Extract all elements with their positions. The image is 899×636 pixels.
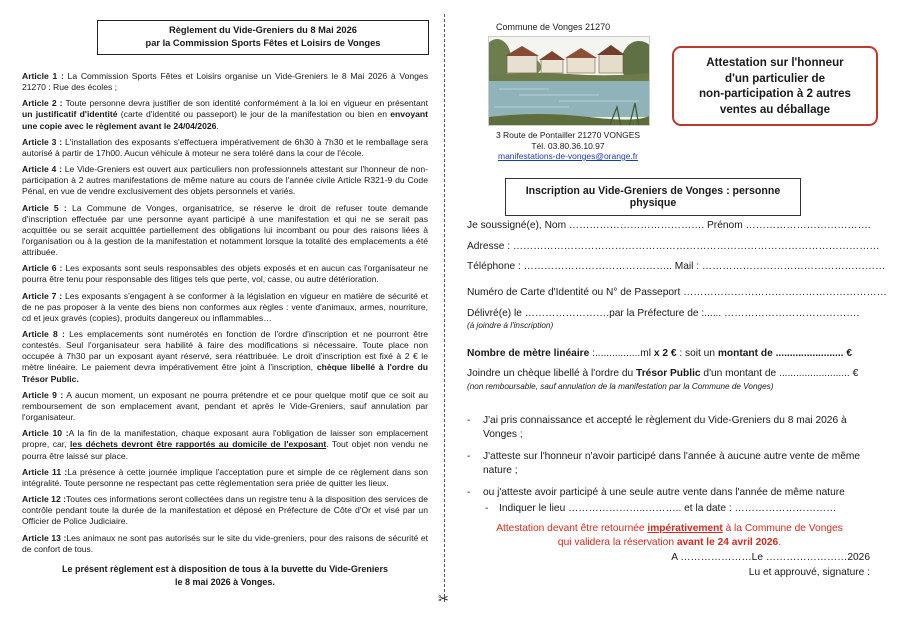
article-11: Article 11 :La présence à cette journée implique l'acceptation pure et simple de ce règlement dans son intégralité. Toute personne ne respectant pas cette règlementation sera priée de quitter les lieux. [22, 466, 429, 488]
delivered-field[interactable]: Délivré(e) le …………………….par la Préfecture de :...... …………………………………. [467, 308, 860, 319]
article-7: Article 7 : Les exposants s'engagent à se conformer à la législation en vigueur en matière de sécurité et de ne pas proposer à la vente des biens non conformes aux règles : vente d'animaux, armes, nourriture, cd et jeux gravés (copies), produits dangereux ou inflammables… [22, 290, 428, 323]
commune-name: Commune de Vonges 21270 [496, 22, 611, 32]
reglement-title-line1: Règlement du Vide-Greniers du 8 Mai 2026 [169, 25, 357, 35]
reglement-title-box [97, 20, 429, 55]
commune-address-block [488, 130, 648, 162]
articles-list [22, 71, 428, 555]
article-13: Article 13 :Les animaux ne sont pas autorisés sur le site du vide-greniers, pour des raisons de sécurité et de confort de tous. [22, 532, 429, 554]
declaration-item: - ou j'atteste avoir participé à une seule autre vente dans l'année de même nature [467, 487, 845, 498]
article-2: Article 2 : Toute personne devra justifier de son identité conformément à la loi en vigueur en présentant un justificatif d'identité (carte d'identité ou passeport) le jour de la manifestation ou bien en envoyant une copie avec le règlement avant le 24/04/2026. [22, 98, 428, 131]
village-pond-image [489, 37, 650, 126]
place-date-signature-field[interactable]: A …………………Le ……………………2026 [671, 552, 870, 563]
address-field[interactable]: Adresse : ……………………………………………………………………………………………… [467, 241, 880, 252]
return-deadline-note: Attestation devant être retournée impérativement à la Commune de Vonges qui validera la réservation avant le 24 avril 2026. [496, 523, 843, 548]
article-4: Article 4 : Le Vide-Greniers est ouvert aux particuliers non professionnels attestant sur l'honneur de non-participation à 2 autres manifestations de même nature au cours de l'année civile Article R321-9 du Code Pénal, en vue de vendre exclusivement des objets personnels et variés. [22, 164, 428, 197]
commune-phone: Tél. 03.80.36.10.97 [531, 140, 605, 151]
join-note: (à joindre à l'inscription) [467, 321, 554, 330]
article-1: Article 1 : La Commission Sports Fêtes et Loisirs organise un Vide-Greniers le 8 Mai 2026 à Vonges 21270 : Rue des écoles ; [22, 71, 428, 93]
article-3: Article 3 : L'installation des exposants s'effectuera impérativement de 6h30 à 7h30 et le remballage sera autorisé à partir de 17h00. Aucun véhicule à moteur ne sera toléré dans la cour de l'école. [22, 136, 428, 158]
signature-block [600, 550, 870, 580]
commune-header [488, 22, 658, 162]
article-5: Article 5 : La Commune de Vonges, organisatrice, se réserve le droit de refuser toute demande d'inscription effectuée par une personne ayant participé à une manifestation et qui ne se serait pas acquittée ou se serait acquittée partiellement des obligations lui incombant ou pour des raisons liées à l'organisation ou à la gestion de la manifestation et notamment lorsque la totalité des emplacements a été attribuée. [22, 202, 428, 258]
reglement-title-line2: par la Commission Sports Fêtes et Loisirs de Vonges [145, 38, 381, 48]
place-date-field[interactable]: - Indiquer le lieu …………………..……….. et la date : ………………………… [485, 503, 837, 514]
article-9: Article 9 : A aucun moment, un exposant ne pourra prétendre et ce pour quelque motif que ce soit au remboursement de son emplacement avant, pendant et après le Vide-Greniers, sauf annulation par l'organisateur. [22, 389, 429, 423]
name-firstname-field[interactable]: Je soussigné(e), Nom …………………………………. Prénom ………………………………. [467, 220, 871, 231]
attestation-title-box: Attestation sur l'honneur d'un particulier de non-participation à 2 autres ventes au déballage [672, 46, 878, 126]
commune-email-link[interactable]: manifestations-de-vonges@orange.fr [498, 151, 638, 161]
non-refundable-note: (non remboursable, sauf annulation de la manifestation par la Commune de Vonges) [467, 382, 774, 391]
article-10: Article 10 :A la fin de la manifestation, chaque exposant aura l'obligation de laisser son emplacement propre, car, les déchets devront être rapportés au domicile de l'exposant. Tout objet non vendu ne pourra être laissé sur place. [22, 428, 428, 461]
signature-label: Lu et approuvé, signature : [748, 567, 870, 578]
phone-mail-field[interactable]: Téléphone : …………………………………….. Mail : ……………………………………………… [467, 261, 886, 272]
scissors-icon: ✂ [438, 591, 449, 606]
id-number-field[interactable]: Numéro de Carte d'Identité ou N° de Passeport …………………………………………………… [467, 287, 887, 298]
linear-meter-field[interactable]: Nombre de mètre linéaire :................ml x 2 € : soit un montant de ........................ € [467, 348, 852, 359]
village-pond-illustration [488, 36, 650, 126]
article-6: Article 6 : Les exposants sont seuls responsables des objets exposés et en aucun cas l'organisateur ne pourra être tenu pour responsable des litiges tels que perte, vol, casse, ou autre détérioration. [22, 263, 428, 285]
reglement-footer: Le présent règlement est à disposition de tous à la buvette du Vide-Greniers le 8 mai 2026 à Vonges. [62, 563, 388, 587]
cheque-amount-field[interactable]: Joindre un chèque libellé à l'ordre du Trésor Public d'un montant de ......................... € [467, 368, 859, 379]
inscription-title: Inscription au Vide-Greniers de Vonges : personne physique [505, 178, 801, 216]
article-12: Article 12 :Toutes ces informations seront collectées dans un registre tenu à la disposition des services de contrôle pendant toute la durée de la manifestation et déposé en Préfecture de Côte d'Or et visé par un Officier de Police Judiciaire. [22, 494, 428, 527]
article-8: Article 8 : Les emplacements sont numérotés en fonction de l'ordre d'inscription et ne pourront être contestés. Seul l'organisateur sera habilité à faire des modifications si nécessaire. Toute place non occupée à 7h30 par un exposant ayant réservé, sera réattribuée. Le droit d'inscription est fixé à 2 € le mètre linéaire. Le paiement devra impérativement être joint à l'inscription, chèque libellé à l'ordre du Trésor Public. [22, 329, 428, 384]
declarations-list [467, 414, 872, 516]
cut-line [444, 14, 445, 602]
declaration-item: - J'ai pris connaissance et accepté le règlement du Vide-Greniers du 8 mai 2026 à Vonges ; [467, 415, 847, 440]
reglement-column [22, 20, 428, 589]
declaration-item: - J'atteste sur l'honneur n'avoir participé dans l'année à aucune autre vente de même nature ; [467, 451, 861, 476]
commune-address: 3 Route de Pontailler 21270 VONGES [495, 130, 641, 140]
